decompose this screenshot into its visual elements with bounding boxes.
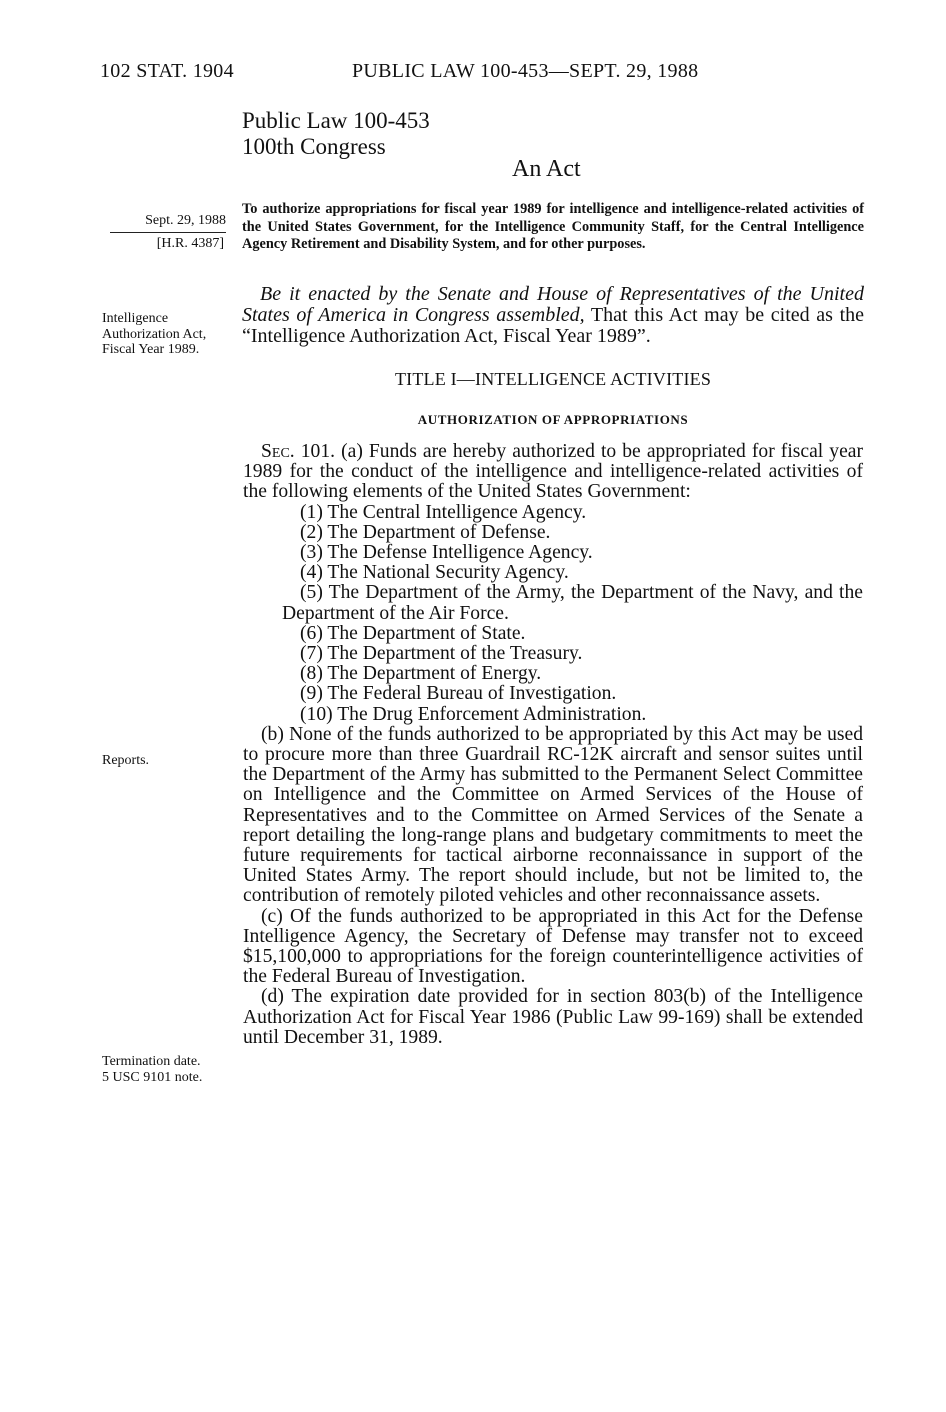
law-title-block [242, 108, 430, 160]
sec-label: Sec [261, 441, 290, 462]
running-title: PUBLIC LAW 100-453—SEPT. 29, 1988 [352, 60, 699, 82]
sec-number: . 101. [289, 441, 336, 462]
subsection-a [243, 442, 863, 503]
list-item: (10) The Drug Enforcement Administration. [300, 703, 647, 725]
enacting-formula: Be it enacted by the Senate and House of Representatives of the United States of America in Congress assembled, [242, 283, 864, 326]
subsection-c: (c) Of the funds authorized to be appropriated in this Act for the Defense Intelligence Agency, the Secretary of Defense may transfer not to exceed $15,100,000 to appropriations for the foreign counterintelligence activities of the Federal Bureau of Investigation. [243, 905, 863, 988]
margin-note-reports: Reports. [102, 753, 150, 768]
margin-note-usc: 5 USC 9101 note. [102, 1069, 203, 1085]
subsection-d: (d) The expiration date provided for in section 803(b) of the Intelligence Authorization Act for Fiscal Year 1986 (Public Law 99-169) shall be extended until December 31, 1989. [243, 986, 863, 1048]
margin-note-termination-date: Termination date. [102, 1054, 201, 1069]
list-item: (9) The Federal Bureau of Investigation. [300, 683, 617, 705]
margin-note-termination [102, 1054, 232, 1085]
purpose-clause: To authorize appropriations for fiscal year 1989 for intelligence and intelligence-related activities of the United States Government, for the Intelligence Community Staff, for the Central Intelligence Agency Retirement and Disability System, and for other purposes. [242, 201, 864, 252]
title-heading: TITLE I—INTELLIGENCE ACTIVITIES [394, 369, 712, 389]
section-heading: AUTHORIZATION OF APPROPRIATIONS [417, 412, 689, 427]
act-heading: An Act [512, 156, 581, 182]
short-title-citation: That this Act may be cited as the “Intelligence Authorization Act, Fiscal Year 1989”. [242, 304, 864, 347]
subsection-b: (b) None of the funds authorized to be appropriated by this Act may be used to procure more than three Guardrail RC-12K aircraft and sensor suites until the Department of the Army has submitted to the Permanent Select Committee on Intelligence and the Committee on Armed Services of the House of Representatives and to the Committee on Armed Services of the Senate a report detailing the long-range plans and budgetary commitments to meet the future requirements for tactical airborne reconnaissance in support of the United States Army. The report should include, but not be limited to, the contribution of remotely piloted vehicles and other reconnaissance assets. [243, 723, 863, 907]
section-101 [243, 442, 863, 1048]
list-item: (7) The Department of the Treasury. [300, 643, 583, 665]
enacting-clause [242, 284, 864, 347]
margin-note-date: Sept. 29, 1988 [110, 213, 226, 233]
list-item: (3) The Defense Intelligence Agency. [300, 542, 593, 564]
public-law-number: Public Law 100-453 [242, 108, 430, 133]
list-item: (1) The Central Intelligence Agency. [300, 501, 587, 523]
list-item: (2) The Department of Defense. [300, 521, 551, 543]
margin-note-short-title: Intelligence Authorization Act, Fiscal Year 1989. [102, 311, 207, 357]
congress-label: 100th Congress [242, 134, 386, 159]
list-item: (5) The Department of the Army, the Department of the Navy, and the Department of the Air Force. [282, 582, 863, 624]
list-item: (6) The Department of State. [300, 622, 526, 644]
stat-page-citation: 102 STAT. 1904 [100, 60, 234, 82]
margin-note-bill: [H.R. 4387] [156, 236, 224, 251]
subsection-a-text: (a) Funds are hereby authorized to be appropriated for fiscal year 1989 for the conduct of the intelligence and intelligence-related activities of the following elements of the United States Government: [243, 441, 863, 503]
list-item: (8) The Department of Energy. [300, 663, 542, 685]
list-item: (4) The National Security Agency. [300, 562, 569, 584]
